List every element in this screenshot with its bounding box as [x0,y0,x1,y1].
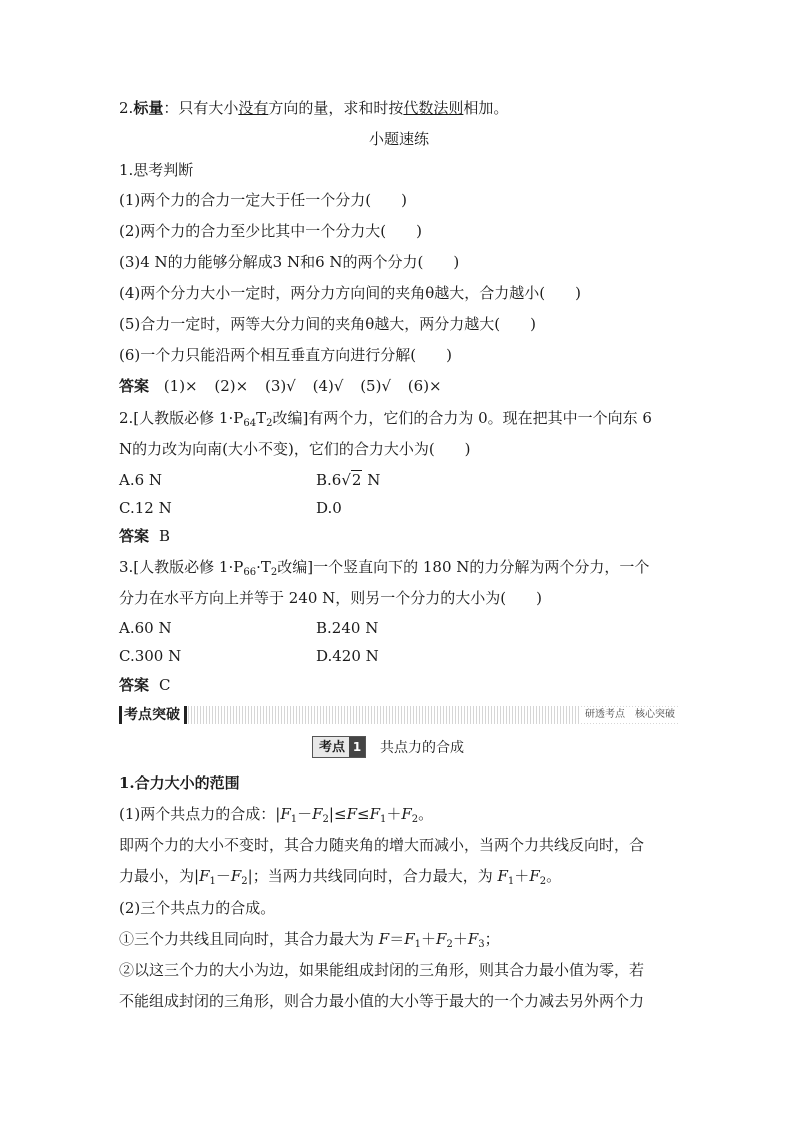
q1-item: (6)一个力只能沿两个相互垂直方向进行分解( ) [119,346,452,364]
q1-item: (4)两个分力大小一定时，两分力方向间的夹角θ越大，合力越小( ) [119,284,581,302]
sqrt-symbol: √2 [341,471,362,489]
sec1-line: 即两个力的大小不变时，其合力随夹角的增大而减小，当两个力共线反向时，合 [119,836,645,854]
kaodian-badge: 考点 1 [312,736,366,758]
q1-item: (3)4 N的力能够分解成3 N和6 N的两个分力( ) [119,253,460,271]
q2-answer: 答案 B [119,527,171,545]
q1-answer: 答案 (1)× (2)× (3)√ (4)√ (5)√ (6)× [119,377,442,395]
q2-stem-line1: 2.[人教版必修 $1\cdot P_{64}T_2$改编]有两个力，它们的合力为 0。现在把其中一个向东 6 [119,409,652,429]
q3-stem-line2: 分力在水平方向上并等于 240 N，则另一个分力的大小为( ) [119,589,542,607]
q2-option-b: B.6√2 N [316,471,381,489]
banner-title: 考点突破 [119,706,187,724]
section-banner [119,706,679,724]
kaodian-heading [312,736,464,758]
sec1-title: 1.合力大小的范围 [119,774,240,792]
q3-option-d: D.420 N [316,647,379,665]
sec1-line: ②以这三个力的大小为边，如果能组成封闭的三角形，则其合力最小值为零，若 [119,961,645,979]
sec1-line: ①三个力共线且同向时，其合力最大为 $F=F_1+F_2+F_3$； [119,930,500,950]
q3-option-c: C.300 N [119,647,182,665]
banner-subtitle: 研透考点 核心突破 [581,707,679,723]
q3-option-b: B.240 N [316,619,379,637]
scalar-definition: 2.标量：只有大小没有方向的量，求和时按代数法则相加。 [119,99,509,117]
q2-stem-line2: N的力改为向南(大小不变)，它们的合力大小为( ) [119,440,471,458]
q3-stem-line1: 3.[人教版必修 $1\cdot P_{66}\cdot T_2$改编]一个竖直向下的 180 N的力分解为两个分力，一个 [119,558,650,578]
kaodian-title: 共点力的合成 [380,740,465,756]
q3-answer: 答案 C [119,676,171,694]
sec1-line: 不能组成封闭的三角形，则合力最小值的大小等于最大的一个力减去另外两个力 [119,992,645,1010]
q2-option-c: C.12 N [119,499,172,517]
section-title: 小题速练 [368,130,429,148]
q1-title: 1.思考判断 [119,161,194,179]
q1-item: (5)合力一定时，两等大分力间的夹角θ越大，两分力越大( ) [119,315,536,333]
sec1-line: (2)三个共点力的合成。 [119,899,276,917]
sec1-line: 力最小，为$|F_1-F_2|$；当两力共线同向时，合力最大，为 $F_1+F_2$。 [119,867,562,887]
q1-item: (2)两个力的合力至少比其中一个分力大( ) [119,222,422,240]
q2-option-d: D.0 [316,499,342,517]
sec1-line: (1)两个共点力的合成：$|F_1-F_2|\le F\le F_1+F_2$。 [119,805,434,825]
q2-option-a: A.6 N [119,471,163,489]
q3-option-a: A.60 N [119,619,172,637]
q1-item: (1)两个力的合力一定大于任一个分力( ) [119,191,407,209]
scalar-term: 标量 [133,99,164,117]
